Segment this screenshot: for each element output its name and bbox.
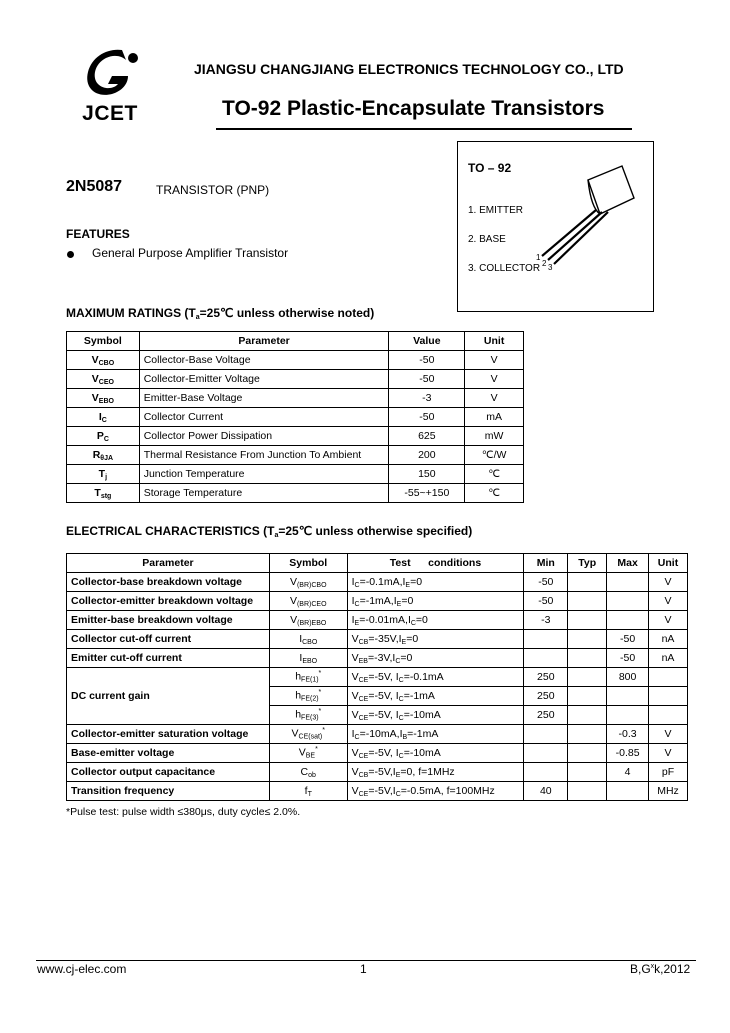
- electrical-table: [66, 553, 688, 801]
- table-row: [67, 611, 688, 630]
- unit-cell: V: [649, 744, 688, 763]
- electrical-heading: ELECTRICAL CHARACTERISTICS ($T_a=25℃$ unless otherwise specified): [66, 524, 473, 539]
- table-row: [67, 649, 688, 668]
- parameter-cell: Collector Current: [139, 408, 389, 427]
- unit-cell: [649, 668, 688, 687]
- table-row: [67, 408, 524, 427]
- symbol-cell: $P_C$: [67, 427, 140, 446]
- col-unit: Unit: [465, 332, 524, 351]
- unit-cell: V: [649, 592, 688, 611]
- min-cell: -50: [524, 592, 568, 611]
- typ-cell: [568, 744, 607, 763]
- to92-package-icon: [530, 158, 650, 278]
- col-typ: Typ: [568, 554, 607, 573]
- symbol-cell: $f_T$: [269, 782, 347, 801]
- max-cell: [607, 687, 649, 706]
- max-cell: [607, 592, 649, 611]
- pin-2-label: 2. BASE: [468, 234, 506, 245]
- test-conditions: $I_C=-1mA,I_E=0$: [347, 592, 524, 611]
- min-cell: 250: [524, 668, 568, 687]
- table-row: [67, 465, 524, 484]
- unit-cell: mW: [465, 427, 524, 446]
- symbol-cell: $V_{CEO}$: [67, 370, 140, 389]
- parameter-cell: Emitter cut-off current: [67, 649, 270, 668]
- col-unit: Unit: [649, 554, 688, 573]
- typ-cell: [568, 611, 607, 630]
- symbol-cell: $V_{(BR)EBO}$: [269, 611, 347, 630]
- unit-cell: nA: [649, 649, 688, 668]
- symbol-cell: $h_{FE(3)}^*$: [269, 706, 347, 725]
- symbol-cell: $V_{BE}^*$: [269, 744, 347, 763]
- parameter-cell: Collector-base breakdown voltage: [67, 573, 270, 592]
- typ-cell: [568, 687, 607, 706]
- value-cell: 150: [389, 465, 465, 484]
- typ-cell: [568, 725, 607, 744]
- symbol-cell: $T_{stg}$: [67, 484, 140, 503]
- symbol-cell: $R_{\theta JA}$: [67, 446, 140, 465]
- col-parameter: Parameter: [67, 554, 270, 573]
- parameter-cell: Collector-Emitter Voltage: [139, 370, 389, 389]
- unit-cell: ℃: [465, 465, 524, 484]
- col-min: Min: [524, 554, 568, 573]
- min-cell: [524, 725, 568, 744]
- typ-cell: [568, 763, 607, 782]
- max-cell: [607, 706, 649, 725]
- symbol-cell: $T_j$: [67, 465, 140, 484]
- max-cell: [607, 782, 649, 801]
- parameter-cell: Collector cut-off current: [67, 630, 270, 649]
- table-row: [67, 592, 688, 611]
- col-symbol: Symbol: [67, 332, 140, 351]
- parameter-cell: Collector-Base Voltage: [139, 351, 389, 370]
- test-conditions: $V_{CE}=-5V,I_C=-0.5mA$, f=100MHz: [347, 782, 524, 801]
- max-ratings-heading: MAXIMUM RATINGS ($T_a=25℃$ unless otherwise noted): [66, 306, 375, 321]
- footer-revision: $B,G^xk,2012$: [630, 962, 691, 976]
- max-ratings-table: [66, 331, 524, 503]
- value-cell: -50: [389, 351, 465, 370]
- col-test-conditions: Test conditions: [347, 554, 524, 573]
- test-conditions: $V_{CE}=-5V$, $I_C=-10mA$: [347, 706, 524, 725]
- unit-cell: mA: [465, 408, 524, 427]
- unit-cell: V: [649, 725, 688, 744]
- test-conditions: $V_{CE}=-5V$, $I_C=-10mA$: [347, 744, 524, 763]
- table-row: [67, 763, 688, 782]
- min-cell: 250: [524, 706, 568, 725]
- unit-cell: ℃/W: [465, 446, 524, 465]
- unit-cell: V: [649, 611, 688, 630]
- test-conditions: $V_{CE}=-5V$, $I_C=-1mA$: [347, 687, 524, 706]
- test-conditions: $V_{CB}=-35V,I_E=0$: [347, 630, 524, 649]
- value-cell: -50: [389, 370, 465, 389]
- table-row: [67, 630, 688, 649]
- symbol-cell: $C_{ob}$: [269, 763, 347, 782]
- pin-1-label: 1. EMITTER: [468, 205, 524, 216]
- min-cell: -3: [524, 611, 568, 630]
- max-cell: -50: [607, 630, 649, 649]
- symbol-cell: $h_{FE(2)}^*$: [269, 687, 347, 706]
- typ-cell: [568, 782, 607, 801]
- parameter-cell: Thermal Resistance From Junction To Ambient: [139, 446, 389, 465]
- unit-cell: V: [465, 351, 524, 370]
- symbol-cell: $V_{(BR)CBO}$: [269, 573, 347, 592]
- parameter-cell: Collector output capacitance: [67, 763, 270, 782]
- bullet-icon: [67, 251, 74, 258]
- min-cell: [524, 630, 568, 649]
- unit-cell: [649, 706, 688, 725]
- col-parameter: Parameter: [139, 332, 389, 351]
- table-row: [67, 351, 524, 370]
- test-conditions: $I_C=-0.1mA,I_E=0$: [347, 573, 524, 592]
- typ-cell: [568, 592, 607, 611]
- table-row: [67, 725, 688, 744]
- parameter-cell: Junction Temperature: [139, 465, 389, 484]
- typ-cell: [568, 706, 607, 725]
- col-symbol: Symbol: [269, 554, 347, 573]
- max-cell: 800: [607, 668, 649, 687]
- typ-cell: [568, 630, 607, 649]
- footer-url: www.cj-elec.com: [37, 962, 127, 976]
- company-name: JIANGSU CHANGJIANG ELECTRONICS TECHNOLOGY CO., LTD: [194, 61, 624, 77]
- features-heading: FEATURES: [66, 227, 130, 241]
- max-cell: 4: [607, 763, 649, 782]
- value-cell: -55~+150: [389, 484, 465, 503]
- pulse-test-footnote: *Pulse test: pulse width ≤380μs, duty cycle≤ 2.0%.: [66, 806, 301, 818]
- test-conditions: $V_{EB}=-3V,I_C=0$: [347, 649, 524, 668]
- parameter-cell: Transition frequency: [67, 782, 270, 801]
- parameter-cell: Emitter-Base Voltage: [139, 389, 389, 408]
- unit-cell: V: [465, 370, 524, 389]
- typ-cell: [568, 668, 607, 687]
- parameter-cell: Storage Temperature: [139, 484, 389, 503]
- symbol-cell: $I_C$: [67, 408, 140, 427]
- test-conditions: $I_C=-10mA,I_B=-1mA$: [347, 725, 524, 744]
- pin-number-1: 1: [536, 253, 541, 262]
- unit-cell: V: [649, 573, 688, 592]
- unit-cell: ℃: [465, 484, 524, 503]
- parameter-cell: Base-emitter voltage: [67, 744, 270, 763]
- parameter-cell: Emitter-base breakdown voltage: [67, 611, 270, 630]
- max-cell: [607, 611, 649, 630]
- value-cell: -3: [389, 389, 465, 408]
- parameter-cell: Collector-emitter breakdown voltage: [67, 592, 270, 611]
- pin-number-3: 3: [548, 263, 553, 272]
- symbol-cell: $V_{EBO}$: [67, 389, 140, 408]
- typ-cell: [568, 649, 607, 668]
- table-row: [67, 389, 524, 408]
- unit-cell: nA: [649, 630, 688, 649]
- symbol-cell: $I_{CBO}$: [269, 630, 347, 649]
- max-cell: -0.3: [607, 725, 649, 744]
- col-max: Max: [607, 554, 649, 573]
- value-cell: 200: [389, 446, 465, 465]
- title-underline: [216, 128, 632, 130]
- pin-3-label: 3. COLLECTOR: [468, 263, 541, 274]
- part-type: TRANSISTOR (PNP): [156, 183, 270, 197]
- min-cell: 250: [524, 687, 568, 706]
- symbol-cell: $V_{CBO}$: [67, 351, 140, 370]
- table-row: [67, 446, 524, 465]
- test-conditions: $I_E=-0.01mA,I_C=0$: [347, 611, 524, 630]
- package-name: TO – 92: [468, 161, 512, 175]
- part-number: 2N5087: [66, 178, 123, 195]
- footer-rule: [36, 960, 696, 961]
- footer-page: 1: [360, 962, 367, 976]
- unit-cell: MHz: [649, 782, 688, 801]
- min-cell: -50: [524, 573, 568, 592]
- logo-text: JCET: [82, 102, 138, 125]
- document-title: TO-92 Plastic-Encapsulate Transistors: [222, 97, 605, 120]
- table-row: [67, 744, 688, 763]
- table-row: [67, 782, 688, 801]
- min-cell: [524, 744, 568, 763]
- test-conditions: $V_{CB}=-5V,I_E=0$, f=1MHz: [347, 763, 524, 782]
- symbol-cell: $V_{CE(sat)}^*$: [269, 725, 347, 744]
- logo-swoosh-icon: [78, 44, 148, 104]
- parameter-cell: Collector-emitter saturation voltage: [67, 725, 270, 744]
- min-cell: [524, 649, 568, 668]
- table-row: [67, 427, 524, 446]
- symbol-cell: $I_{EBO}$: [269, 649, 347, 668]
- table-row: [67, 484, 524, 503]
- table-row: [67, 668, 688, 687]
- min-cell: 40: [524, 782, 568, 801]
- table-row: [67, 370, 524, 389]
- max-cell: [607, 573, 649, 592]
- symbol-cell: $V_{(BR)CEO}$: [269, 592, 347, 611]
- parameter-cell: DC current gain: [67, 668, 270, 725]
- test-conditions: $V_{CE}=-5V$, $I_C=-0.1mA$: [347, 668, 524, 687]
- symbol-cell: $h_{FE(1)}^*$: [269, 668, 347, 687]
- value-cell: -50: [389, 408, 465, 427]
- unit-cell: pF: [649, 763, 688, 782]
- feature-item: General Purpose Amplifier Transistor: [92, 246, 289, 260]
- max-cell: -50: [607, 649, 649, 668]
- table-row: [67, 573, 688, 592]
- unit-cell: V: [465, 389, 524, 408]
- pin-number-2: 2: [542, 259, 547, 268]
- max-cell: -0.85: [607, 744, 649, 763]
- unit-cell: [649, 687, 688, 706]
- min-cell: [524, 763, 568, 782]
- typ-cell: [568, 573, 607, 592]
- col-value: Value: [389, 332, 465, 351]
- parameter-cell: Collector Power Dissipation: [139, 427, 389, 446]
- value-cell: 625: [389, 427, 465, 446]
